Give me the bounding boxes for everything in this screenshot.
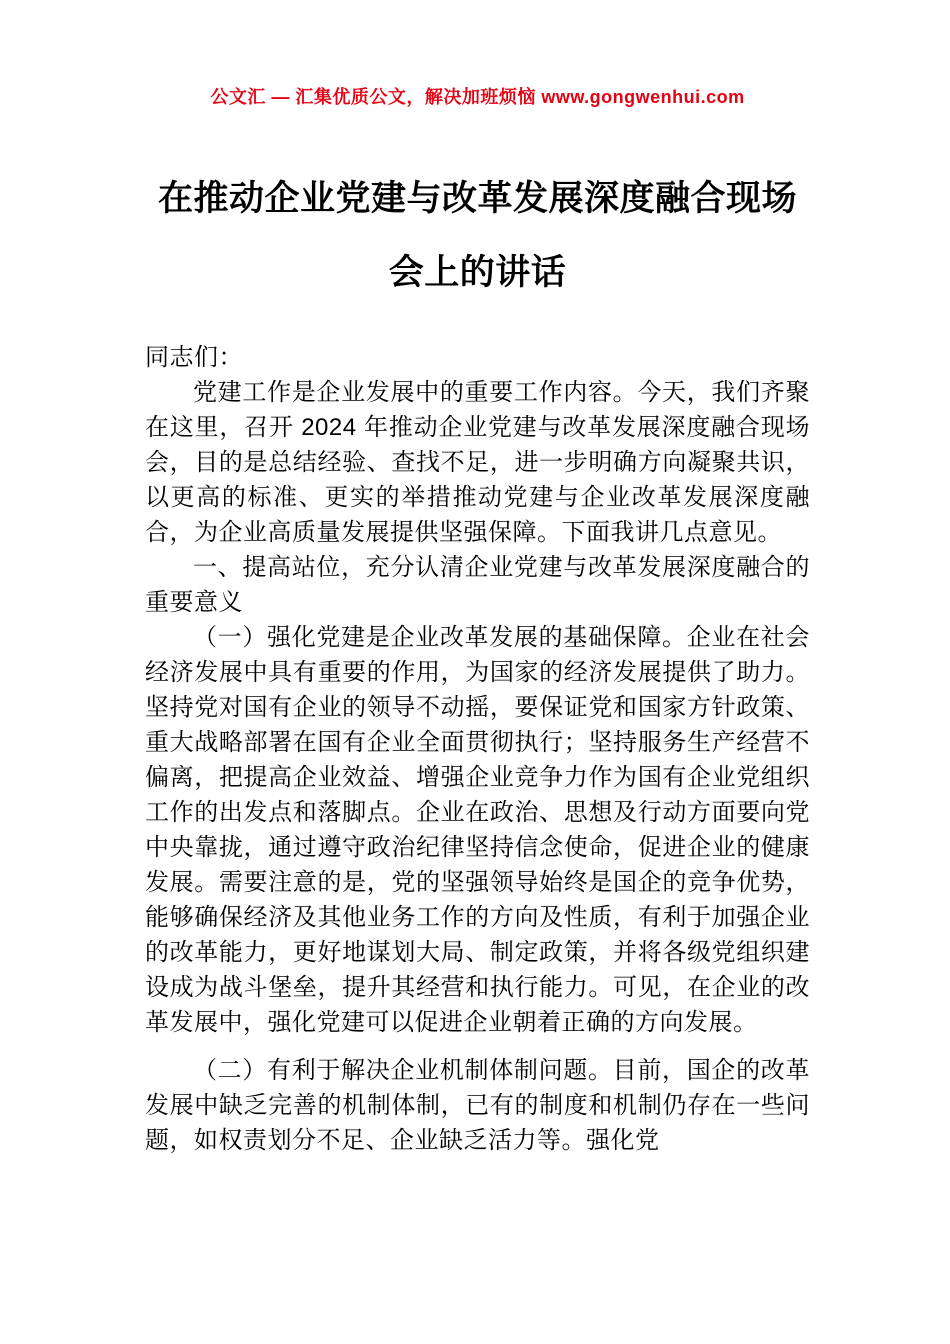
document-body (145, 340, 810, 1158)
paragraph-point-two: （二）有利于解决企业机制体制问题。目前，国企的改革发展中缺乏完善的机制体制，已有的制度和机制仍存在一些问题，如权责划分不足、企业缺乏活力等。强化党 (145, 1057, 810, 1154)
site-header-banner: 公文汇 — 汇集优质公文，解决加班烦恼 www.gongwenhui.com (210, 87, 745, 107)
paragraph-point-one: （一）强化党建是企业改革发展的基础保障。企业在社会经济发展中具有重要的作用，为国家的经济发展提供了助力。坚持党对国有企业的领导不动摇，要保证党和国家方针政策、重大战略部署在国有企业全面贯彻执行；坚持服务生产经营不偏离，把提高企业效益、增强企业竞争力作为国有企业党组织工作的出发点和落脚点。企业在政治、思想及行动方面要向党中央靠拢，通过遵守政治纪律坚持信念使命，促进企业的健康发展。需要注意的是，党的坚强领导始终是国企的竞争优势，能够确保经济及其他业务工作的方向及性质，有利于加强企业的改革能力，更好地谋划大局、制定政策，并将各级党组织建设成为战斗堡垒，提升其经营和执行能力。可见，在企业的改革发展中，强化党建可以促进企业朝着正确的方向发展。 (145, 624, 810, 1036)
paragraph-intro: 党建工作是企业发展中的重要工作内容。今天，我们齐聚在这里，召开 2024 年推动企业党建与改革发展深度融合现场会，目的是总结经验、查找不足，进一步明确方向凝聚共识，以更高的标准、更实的举措推动党建与企业改革发展深度融合，为企业高质量发展提供坚强保障。下面我讲几点意见。 (145, 379, 810, 546)
salutation: 同志们： (145, 344, 243, 371)
heading-section-one: 一、提高站位，充分认清企业党建与改革发展深度融合的重要意义 (145, 554, 810, 616)
document-title: 在推动企业党建与改革发展深度融合现场会上的讲话 (157, 179, 797, 292)
